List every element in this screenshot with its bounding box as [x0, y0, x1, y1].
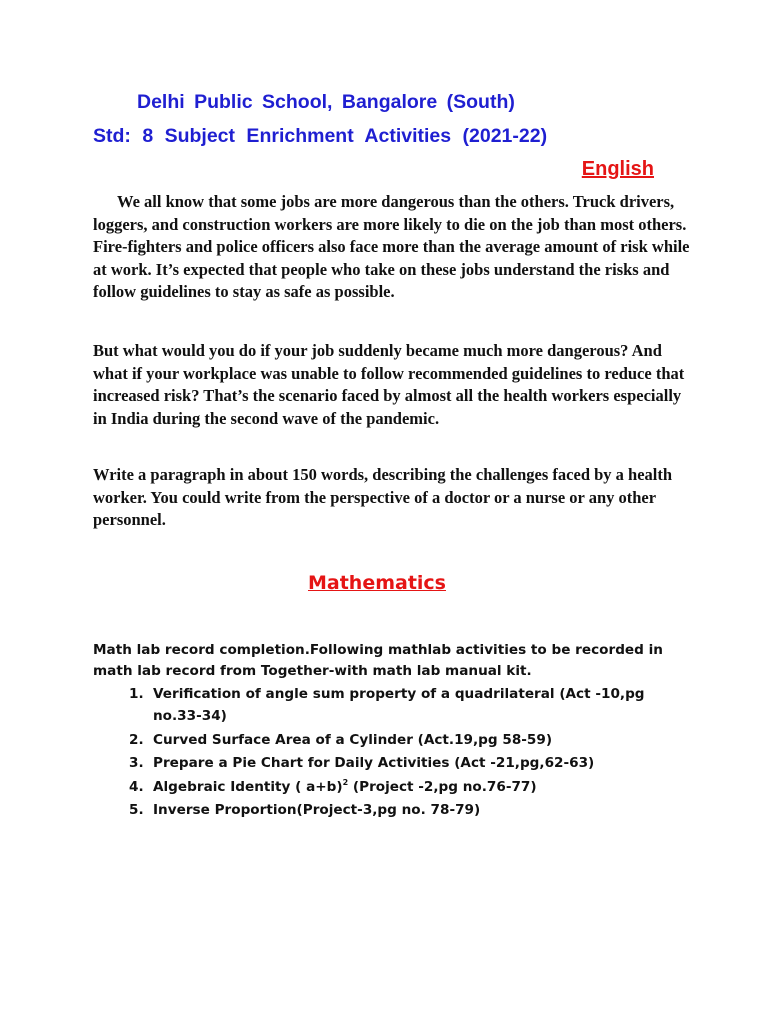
math-activity-list [129, 683, 669, 823]
english-paragraph-1: We all know that some jobs are more dangerous than the others. Truck drivers, loggers, and construction workers are more likely to die on the job than most others. Fire-fighters and police officers also face more than the average amount of risk while at work. It’s expected that people who take on these jobs understand the risks and follow guidelines to stay as safe as possible. [93, 192, 690, 301]
list-item-number: 3. [129, 755, 144, 771]
list-item-text: Verification of angle sum property of a quadrilateral (Act -10,pg no.33-34) [153, 686, 645, 724]
english-paragraph-3: Write a paragraph in about 150 words, describing the challenges faced by a health worker. You could write from the perspective of a doctor or a nurse or any other personnel. [93, 465, 673, 529]
identity-reference: (Project -2,pg no.76-77) [348, 778, 537, 795]
list-item-number: 2. [129, 731, 144, 748]
list-item-text [153, 779, 537, 795]
list-item-text: Inverse Proportion(Project-3,pg no. 78-79) [153, 802, 481, 818]
superscript-exponent: 2 [342, 777, 349, 787]
list-item-text: Prepare a Pie Chart for Daily Activities (Act -21,pg,62-63) [153, 755, 595, 771]
list-item [129, 752, 669, 774]
list-item-text: Curved Surface Area of a Cylinder (Act.19,pg 58-59) [153, 731, 553, 748]
list-item [129, 799, 669, 821]
list-item [129, 776, 669, 798]
list-item-number: 5. [129, 802, 144, 818]
math-intro-text: Math lab record completion.Following mathlab activities to be recorded in math lab record from Together-with math lab manual kit. [93, 642, 663, 679]
class-subject-line: Std: 8 Subject Enrichment Activities (2021-22) [93, 125, 548, 147]
english-paragraph-2: But what would you do if your job suddenly became much more dangerous? And what if your workplace was unable to follow recommended guidelines to reduce that increased risk? That’s the scenario faced by almost all the health workers especially in India during the second wave of the pandemic. [93, 341, 685, 428]
english-heading: English [581, 158, 654, 180]
school-title: Delhi Public School, Bangalore (South) [137, 91, 515, 113]
list-item-number: 1. [129, 686, 144, 702]
mathematics-heading: Mathematics [307, 572, 446, 594]
list-item [129, 729, 669, 751]
list-item-number: 4. [129, 778, 144, 795]
identity-text: Algebraic Identity ( a+b) [153, 778, 343, 795]
list-item [129, 683, 669, 727]
